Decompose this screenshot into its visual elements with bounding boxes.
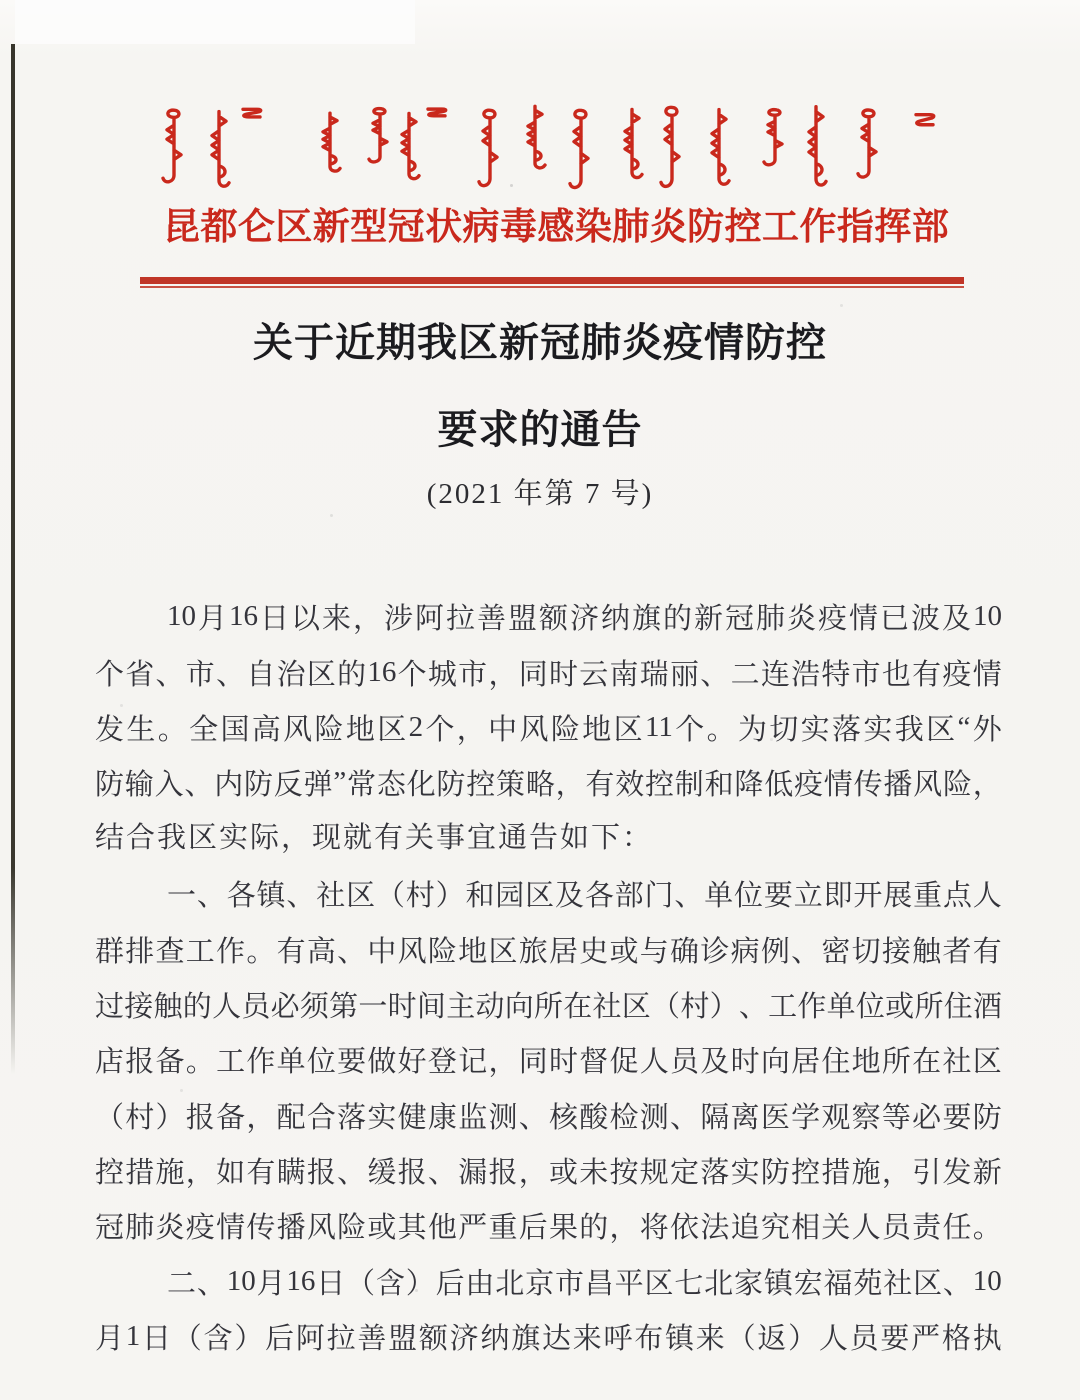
header-rule-thick <box>140 277 964 284</box>
body-line: 发 生 。 全 国 高 风 险 地 区 2 个 ， 中 风 险 地 区 11 个 。 为 切 实 落 实 我 区 “ 外 <box>95 710 1002 746</box>
body-line: 月 1 日 （ 含 ） 后 阿 拉 善 盟 额 济 纳 旗 达 来 呼 布 镇 来 （ 返 ） 人 员 要 严 格 执 <box>95 1320 1002 1356</box>
org-name-char: 状 <box>425 207 463 248</box>
org-name-char: 毒 <box>499 207 537 248</box>
org-name-char: 型 <box>350 207 388 248</box>
org-name-char: 指 <box>836 207 874 248</box>
scan-corner-highlight <box>15 0 415 44</box>
org-name-char: 冠 <box>387 207 425 248</box>
scan-edge-line <box>11 44 15 1074</box>
org-name-char: 都 <box>200 207 238 248</box>
body-line: 群 排 查 工 作 。 有 高 、 中 风 险 地 区 旅 居 史 或 与 确 诊 病 例 、 密 切 接 触 者 有 <box>95 935 1002 968</box>
org-name-char: 控 <box>724 207 762 248</box>
body-line: （ 村 ） 报 备 ， 配 合 落 实 健 康 监 测 、 核 酸 检 测 、 隔 离 医 学 观 察 等 必 要 防 <box>95 1101 1002 1134</box>
body-line: 一 、 各 镇 、 社 区 （ 村 ） 和 园 区 及 各 部 门 、 单 位 要 立 即 开 展 重 点 人 <box>167 880 1002 913</box>
org-name-char: 肺 <box>612 207 650 248</box>
org-name-char: 染 <box>574 207 612 248</box>
org-name-char: 病 <box>462 207 500 248</box>
header-rule <box>140 277 964 288</box>
org-name-char: 防 <box>687 207 725 248</box>
body-line: 店 报 备 。 工 作 单 位 要 做 好 登 记 ， 同 时 督 促 人 员 及 时 向 居 住 地 所 在 社 区 <box>95 1046 1002 1079</box>
org-name-char: 仑 <box>237 207 275 248</box>
body-line: 二 、 10 月 16 日 （ 含 ） 后 由 北 京 市 昌 平 区 七 北 家 镇 宏 福 苑 社 区 、 10 <box>167 1264 1002 1300</box>
body-line: 控 措 施 ， 如 有 瞒 报 、 缓 报 、 漏 报 ， 或 未 按 规 定 落 实 防 控 措 施 ， 引 发 新 <box>95 1157 1002 1190</box>
body-line: 过 接 触 的 人 员 必 须 第 一 时 间 主 动 向 所 在 社 区 （ 村 ） 、 工 作 单 位 或 所 住 酒 <box>95 990 1002 1023</box>
org-name-char: 部 <box>911 207 949 248</box>
org-name-char: 挥 <box>874 207 912 248</box>
body-line: 防 输 入 、 内 防 反 弹 ” 常 态 化 防 控 策 略 ， 有 效 控 制 和 降 低 疫 情 传 播 风 险 ， <box>95 766 1002 802</box>
doc-number: (2021 年第 7 号) <box>426 478 654 510</box>
org-name-char: 感 <box>537 207 575 248</box>
org-name-char: 作 <box>799 207 837 248</box>
body-line: 冠 肺 炎 疫 情 传 播 风 险 或 其 他 严 重 后 果 的 ， 将 依 法 追 究 相 关 人 员 责 任 。 <box>95 1212 1002 1245</box>
org-name-char: 炎 <box>649 207 687 248</box>
notice-title-line1: 关于近期我区新冠肺炎疫情防控 <box>253 320 827 365</box>
org-name-char: 区 <box>275 207 313 248</box>
org-name-char: 新 <box>312 207 350 248</box>
body-line: 个 省 、 市 、 自 治 区 的 16 个 城 市 ， 同 时 云 南 瑞 丽 、 二 连 浩 特 市 也 有 疫 情 <box>95 655 1002 691</box>
body-line: 10 月 16 日 以 来 ， 涉 阿 拉 善 盟 额 济 纳 旗 的 新 冠 肺 炎 疫 情 已 波 及 10 <box>167 600 1002 636</box>
org-name-char: 工 <box>762 207 799 248</box>
org-name <box>163 194 949 252</box>
body-text <box>95 589 1002 1364</box>
notice-title-line2: 要求的通告 <box>437 407 643 452</box>
header-rule-thin <box>140 286 964 288</box>
body-line: 结合我区实际，现就有关事宜通告如下： <box>95 821 654 854</box>
org-name-char: 昆 <box>163 207 200 248</box>
